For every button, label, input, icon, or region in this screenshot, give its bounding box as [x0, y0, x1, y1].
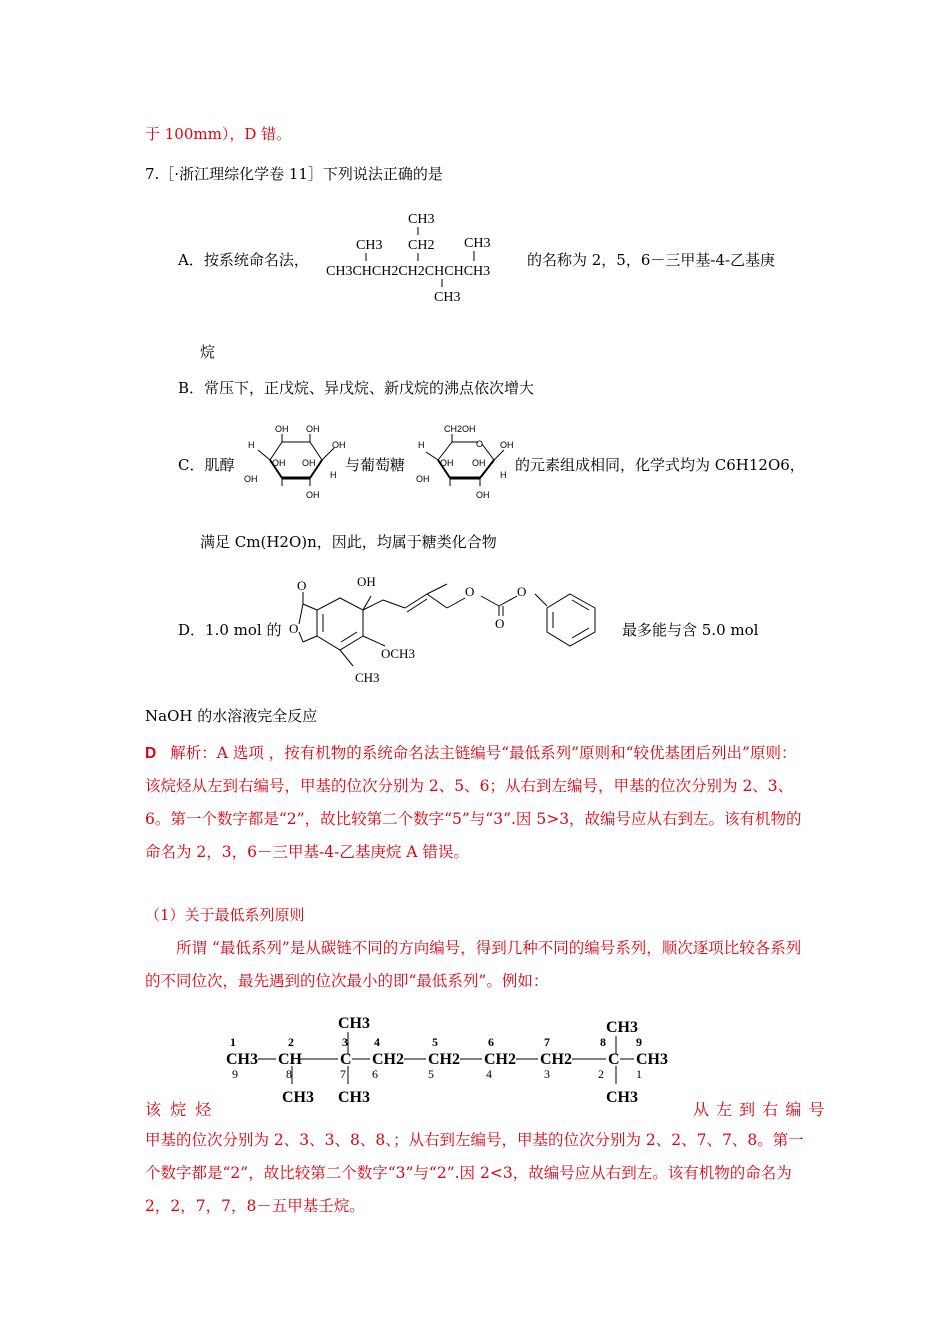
answer-text-3-left: 该 烷 烃	[145, 1100, 214, 1119]
oh-label: OH	[472, 458, 486, 468]
ch3-top: CH3	[606, 1019, 638, 1036]
locant-bottom: 2	[598, 1067, 604, 1081]
ch3-right: CH3	[464, 236, 491, 251]
o-label: O	[465, 584, 475, 599]
answer-letter: D	[145, 745, 157, 762]
option-b: B．常压下，正戊烷、异戊烷、新戊烷的沸点依次增大	[178, 379, 535, 397]
locant-top: 3	[342, 1035, 348, 1049]
option-c-mid: 与葡萄糖	[345, 456, 406, 474]
oh-label: OH	[275, 424, 289, 434]
locant-bottom: 9	[232, 1067, 238, 1081]
locant-top: 1	[230, 1035, 236, 1049]
och3-label: OCH3	[381, 646, 415, 661]
ch3-bottom: CH3	[434, 290, 461, 305]
chain-group: C	[608, 1051, 620, 1068]
option-a-prefix: A．按系统命名法，	[178, 251, 309, 269]
structure-option-d	[285, 570, 625, 690]
locant-top: 6	[488, 1035, 494, 1049]
ch3-bottom: CH3	[606, 1089, 638, 1106]
oh-label: OH	[272, 458, 286, 468]
answer-text-2: 所谓 “最低系列”是从碳链不同的方向编号，得到几种不同的编号系列，顺次逐项比较各系列的不同位次，最先遇到的位次最小的即“最低系列”。例如：	[145, 939, 802, 990]
oh-label: OH	[306, 490, 320, 500]
option-c-prefix: C．肌醇	[178, 456, 235, 474]
ch3-top: CH3	[408, 212, 435, 227]
chain-group: CH2	[372, 1051, 404, 1068]
locant-top: 8	[600, 1035, 606, 1049]
ring-o-label: O	[476, 439, 484, 449]
oh-label: OH	[357, 574, 376, 589]
locant-bottom: 4	[486, 1067, 492, 1081]
h-label: H	[500, 470, 507, 480]
section-heading: （1）关于最低系列原则	[145, 906, 305, 924]
h-label: H	[248, 440, 255, 450]
oh-label: OH	[440, 458, 454, 468]
chain-group: CH3	[226, 1051, 258, 1068]
answer-text-1: 解析：A 选项 ，按有机物的系统命名法主链编号“最低系列”原则和“较优基团后列出”原则：该烷烃从左到右编号，甲基的位次分别为 2、5、6；从右到左编号，甲基的位次分别为 2、3、6。第一个数字都是“2”，故比较第二个数字“5”与“3”.因 5>3，故编号应从右到左。该有机物的命名为 2，3，6－三甲基-4-乙基庚烷 A 错误。	[145, 744, 802, 861]
oh-label: OH	[332, 440, 346, 450]
option-a-suffix: 的名称为 2，5，6－三甲基-4-乙基庚	[527, 251, 776, 269]
top-note: 于 100mm），D 错。	[145, 125, 292, 143]
option-d-suffix: 最多能与含 5.0 mol	[622, 621, 759, 639]
locant-top: 4	[374, 1035, 380, 1049]
answer-text-3-right: 从 左 到 右 编 号	[693, 1100, 826, 1119]
locant-bottom: 5	[428, 1067, 434, 1081]
chain-group: CH2	[484, 1051, 516, 1068]
ch3-label: CH3	[355, 670, 380, 685]
h-label: H	[418, 440, 425, 450]
oh-label: OH	[302, 458, 316, 468]
chain-group: C	[340, 1051, 352, 1068]
locant-bottom: 8	[286, 1067, 292, 1081]
ch3-top: CH3	[338, 1015, 370, 1032]
locant-bottom: 6	[372, 1067, 378, 1081]
answer-text-4: 甲基的位次分别为 2、3、3、8、8、；从右到左编号，甲基的位次分别为 2、2、7、7、8。第一个数字都是“2”，故比较第二个数字“3”与“2”.因 2<3，故编号应从右到左。该有机物的命名为 2，2，7，7，8－五甲基壬烷。	[145, 1131, 804, 1215]
locant-bottom: 7	[340, 1067, 346, 1081]
chain-group: CH	[278, 1051, 302, 1068]
structure-glucose	[410, 420, 520, 505]
option-c-cont: 满足 Cm(H2O)n，因此，均属于糖类化合物	[200, 533, 497, 551]
option-a-cont: 烷	[200, 343, 216, 361]
locant-top: 2	[288, 1035, 294, 1049]
ch3-left: CH3	[356, 238, 383, 253]
oh-label: OH	[500, 440, 514, 450]
o-label: O	[495, 616, 505, 631]
ch2-mid: CH2	[408, 238, 435, 253]
question-stem: 7.［·浙江理综化学卷 11］下列说法正确的是	[145, 165, 443, 183]
oh-label: OH	[416, 474, 430, 484]
o-label: O	[517, 584, 527, 599]
structure-heptane	[322, 205, 527, 315]
option-d-prefix: D．1.0 mol 的	[178, 621, 282, 639]
chain-group: CH2	[540, 1051, 572, 1068]
option-c-suffix: 的元素组成相同，化学式均为 C6H12O6，	[515, 456, 805, 474]
heptane-main-chain: CH3CHCH2CH2CHCHCH3	[326, 264, 491, 279]
chain-group: CH3	[636, 1051, 668, 1068]
option-d-cont: NaOH 的水溶液完全反应	[145, 707, 318, 725]
locant-top: 9	[636, 1035, 642, 1049]
ch2oh-label: CH2OH	[444, 424, 476, 434]
locant-bottom: 1	[636, 1067, 642, 1081]
locant-top: 7	[544, 1035, 550, 1049]
oh-label: OH	[244, 474, 258, 484]
chain-group: CH2	[428, 1051, 460, 1068]
structure-nonane	[222, 1010, 682, 1110]
ch3-bottom: CH3	[282, 1089, 314, 1106]
locant-top: 5	[432, 1035, 438, 1049]
structure-inositol	[240, 420, 350, 505]
oh-label: OH	[306, 424, 320, 434]
o-label: O	[297, 578, 307, 593]
ch3-bottom: CH3	[338, 1089, 370, 1106]
locant-bottom: 3	[544, 1067, 550, 1081]
o-label: O	[289, 621, 299, 636]
oh-label: OH	[476, 490, 490, 500]
h-label: H	[330, 470, 337, 480]
answer-explanation	[145, 737, 810, 869]
